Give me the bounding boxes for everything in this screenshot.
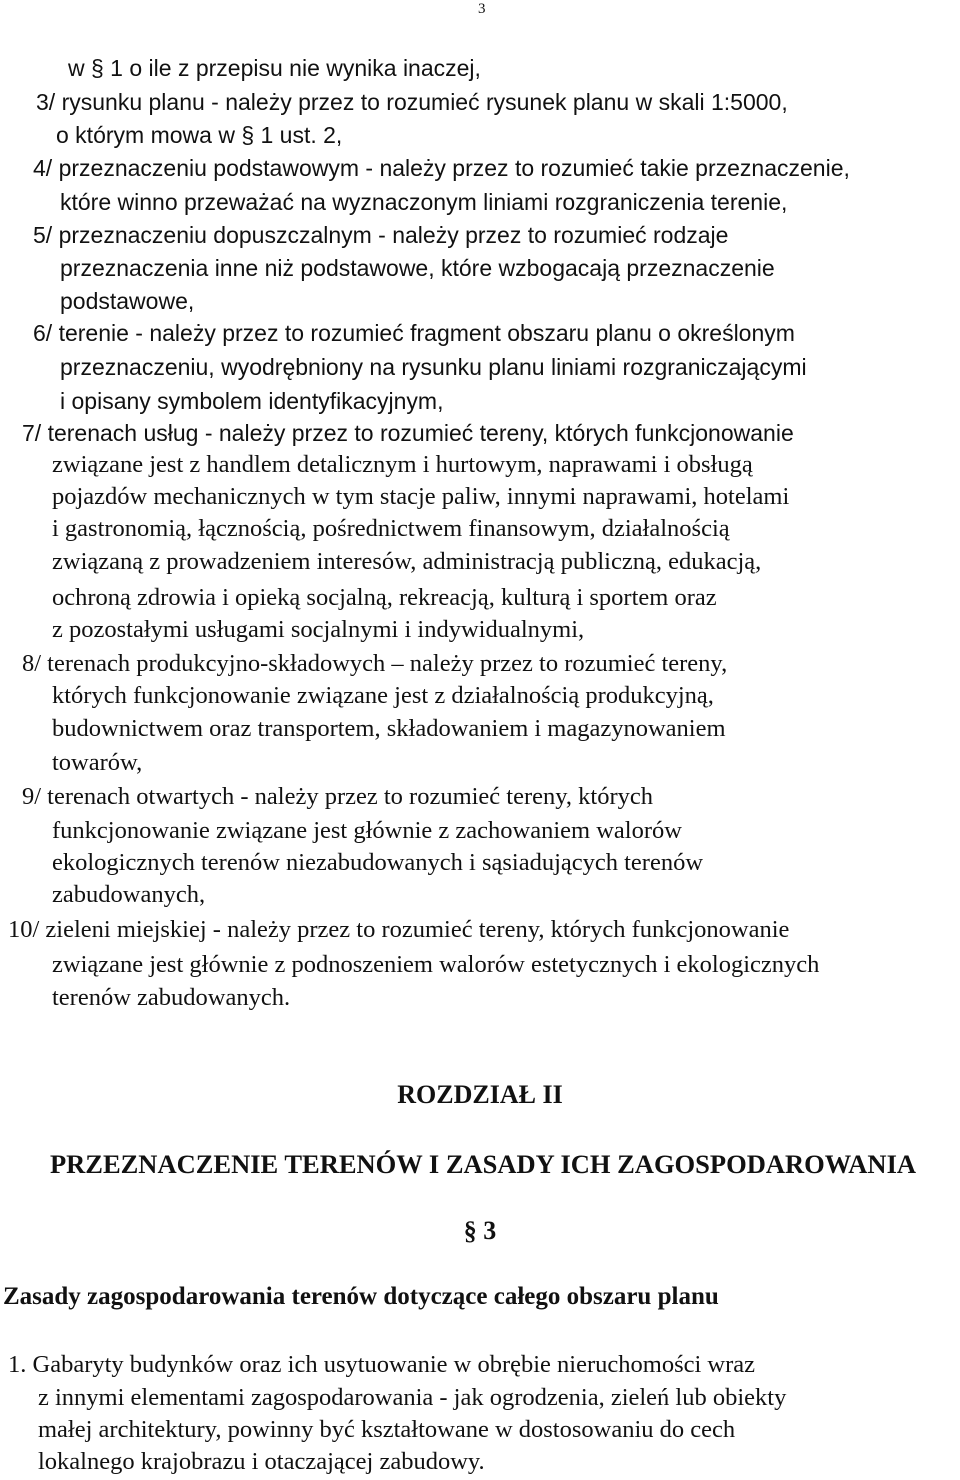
chapter-title-heading: PRZEZNACZENIE TERENÓW I ZASADY ICH ZAGOSPODAROWANIA bbox=[49, 1149, 917, 1179]
definition-item-7-continuation: ochroną zdrowia i opieką socjalną, rekreacją, kulturą i sportem oraz bbox=[52, 584, 717, 611]
definition-item-7-continuation: związane jest z handlem detalicznym i hurtowym, naprawami i obsługą bbox=[52, 451, 753, 478]
definition-item-7-continuation: i gastronomią, łącznością, pośrednictwem finansowym, działalnością bbox=[52, 515, 730, 542]
definition-item-5-continuation: przeznaczenia inne niż podstawowe, które wzbogacają przeznaczenie bbox=[60, 255, 775, 281]
definition-item-3: 3/ rysunku planu - należy przez to rozumieć rysunek planu w skali 1:5000, bbox=[36, 89, 788, 115]
section-title-heading: Zasady zagospodarowania terenów dotyczące całego obszaru planu bbox=[3, 1283, 719, 1310]
definition-item-4: 4/ przeznaczeniu podstawowym - należy przez to rozumieć takie przeznaczenie, bbox=[33, 155, 850, 181]
page-number: 3 bbox=[478, 1, 486, 17]
definition-item-8-continuation: budownictwem oraz transportem, składowaniem i magazynowaniem bbox=[52, 715, 726, 742]
definition-item-9-continuation: zabudowanych, bbox=[52, 881, 206, 908]
definition-item-7-continuation: związaną z prowadzeniem interesów, administracją publiczną, edukacją, bbox=[52, 548, 762, 575]
definition-item-9-continuation: funkcjonowanie związane jest głównie z zachowaniem walorów bbox=[52, 817, 682, 844]
rule-item-1-continuation: lokalnego krajobrazu i otaczającej zabudowy. bbox=[38, 1448, 485, 1475]
definition-item-3-continuation: o którym mowa w § 1 ust. 2, bbox=[56, 122, 343, 148]
definition-item-8: 8/ terenach produkcyjno-składowych – należy przez to rozumieć tereny, bbox=[22, 650, 728, 677]
definition-item-5-continuation: podstawowe, bbox=[60, 288, 195, 314]
definition-intro-line: w § 1 o ile z przepisu nie wynika inaczej, bbox=[68, 55, 481, 81]
definition-item-7-continuation: pojazdów mechanicznych w tym stacje paliw, innymi naprawami, hotelami bbox=[52, 483, 790, 510]
section-number-heading: § 3 bbox=[463, 1216, 497, 1245]
definition-item-9-continuation: ekologicznych terenów niezabudowanych i sąsiadujących terenów bbox=[52, 849, 704, 876]
rule-item-1-continuation: z innymi elementami zagospodarowania - jak ogrodzenia, zieleń lub obiekty bbox=[38, 1384, 787, 1411]
definition-item-6-continuation: i opisany symbolem identyfikacyjnym, bbox=[60, 388, 444, 414]
definition-item-8-continuation: których funkcjonowanie związane jest z działalnością produkcyjną, bbox=[52, 682, 714, 709]
definition-item-10-continuation: terenów zabudowanych. bbox=[52, 984, 291, 1011]
definition-item-7: 7/ terenach usług - należy przez to rozumieć tereny, których funkcjonowanie bbox=[22, 420, 794, 446]
rule-item-1: 1. Gabaryty budynków oraz ich usytuowanie w obrębie nieruchomości wraz bbox=[8, 1351, 756, 1378]
definition-item-10-continuation: związane jest głównie z podnoszeniem walorów estetycznych i ekologicznych bbox=[52, 951, 820, 978]
definition-item-6-continuation: przeznaczeniu, wyodrębniony na rysunku planu liniami rozgraniczającymi bbox=[60, 354, 807, 380]
definition-item-6: 6/ terenie - należy przez to rozumieć fragment obszaru planu o określonym bbox=[33, 320, 795, 346]
definition-item-4-continuation: które winno przeważać na wyznaczonym liniami rozgraniczenia terenie, bbox=[60, 189, 788, 215]
definition-item-5: 5/ przeznaczeniu dopuszczalnym - należy przez to rozumieć rodzaje bbox=[33, 222, 729, 248]
chapter-number-heading: ROZDZIAŁ II bbox=[397, 1080, 563, 1109]
definition-item-10: 10/ zieleni miejskiej - należy przez to rozumieć tereny, których funkcjonowanie bbox=[8, 916, 790, 943]
definition-item-7-continuation: z pozostałymi usługami socjalnymi i indywidualnymi, bbox=[52, 616, 585, 643]
definition-item-9: 9/ terenach otwartych - należy przez to rozumieć tereny, których bbox=[22, 783, 654, 810]
rule-item-1-continuation: małej architektury, powinny być kształtowane w dostosowaniu do cech bbox=[38, 1416, 736, 1443]
definition-item-8-continuation: towarów, bbox=[52, 749, 143, 776]
